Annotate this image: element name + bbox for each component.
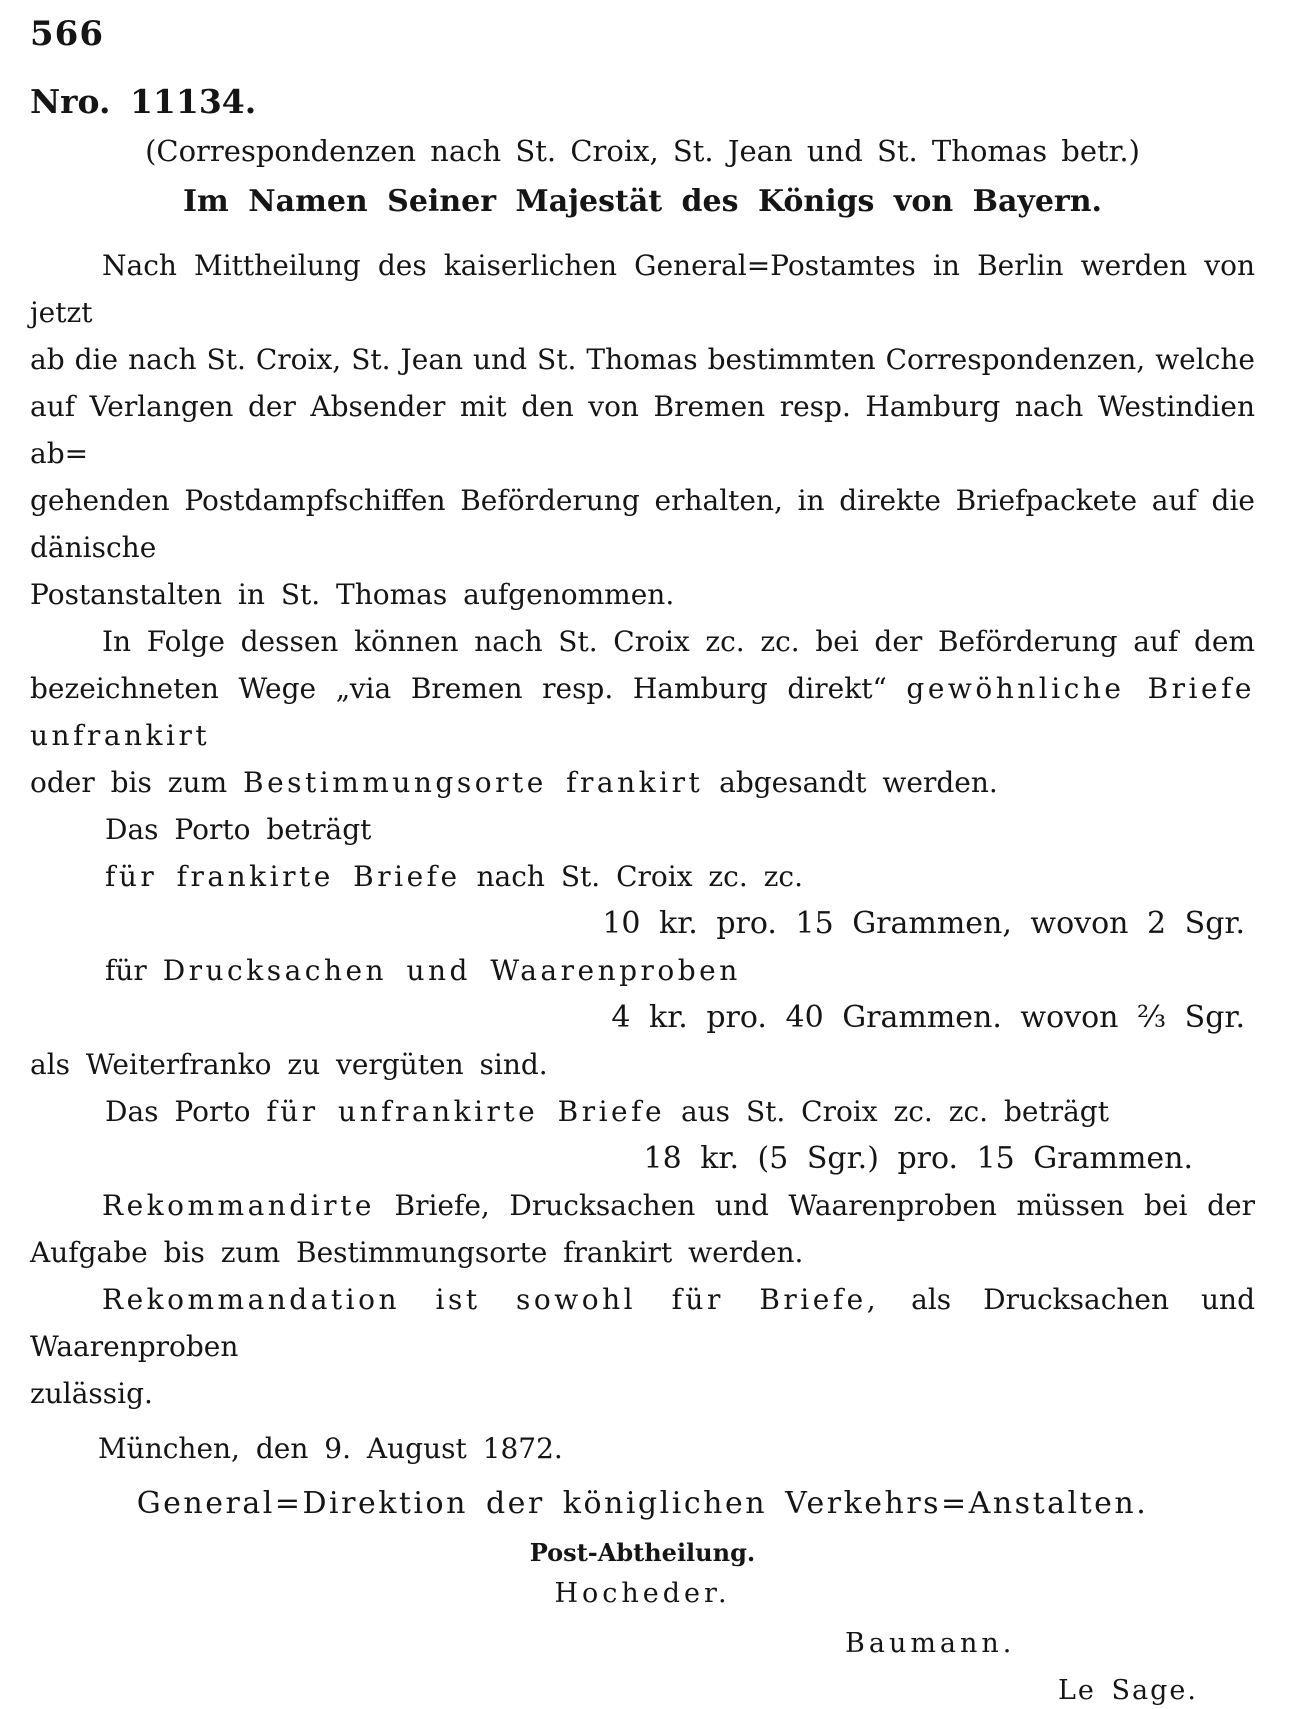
paragraph2-line2-emphasis: gewöhnliche Briefe unfrankirt bbox=[30, 672, 1255, 752]
paragraph3-line2: Aufgabe bis zum Bestimmungsorte frankirt werden. bbox=[30, 1236, 804, 1269]
signature-le-sage: Le Sage. bbox=[1058, 1675, 1198, 1706]
paragraph2-line2 bbox=[30, 665, 1255, 759]
paragraph3-line1-text: Briefe, Drucksachen und Waarenproben müssen bei der bbox=[374, 1189, 1255, 1222]
tariff-unfranked-emphasis: für unfrankirte Briefe bbox=[266, 1095, 666, 1128]
paragraph2-line1: In Folge dessen können nach St. Croix zc. zc. bei der Beförderung auf dem bbox=[102, 625, 1255, 658]
paragraph4-line1-emphasis: Rekommandation ist sowohl für Briefe, bbox=[102, 1283, 880, 1316]
subject-line: (Correspondenzen nach St. Croix, St. Jean und St. Thomas betr.) bbox=[145, 134, 1140, 168]
issuing-authority: General=Direktion der königlichen Verkehrs=Anstalten. bbox=[136, 1486, 1149, 1521]
tariff-item2-value: 4 kr. pro. 40 Grammen. wovon ⅔ Sgr. bbox=[611, 1000, 1245, 1035]
tariff-unfranked-pre: Das Porto bbox=[105, 1095, 267, 1128]
tariff-item1-label bbox=[105, 853, 1255, 900]
paragraph2-line2-text: bezeichneten Wege „via Bremen resp. Hamburg direkt“ bbox=[30, 672, 907, 705]
paragraph2-line3-text2: abgesandt werden. bbox=[703, 766, 998, 799]
tariff-item1-value: 10 kr. pro. 15 Grammen, wovon 2 Sgr. bbox=[602, 906, 1245, 941]
paragraph3-line1 bbox=[30, 1182, 1255, 1229]
tariff-intro: Das Porto beträgt bbox=[105, 813, 372, 846]
paragraph2-line3-text1: oder bis zum bbox=[30, 766, 244, 799]
tariff-note: als Weiterfranko zu vergüten sind. bbox=[30, 1048, 548, 1081]
dateline: München, den 9. August 1872. bbox=[98, 1432, 563, 1465]
paragraph2-line3-emphasis: Bestimmungsorte frankirt bbox=[243, 766, 704, 799]
paragraph4-line1-text: als Drucksachen und Waarenproben bbox=[30, 1283, 1255, 1363]
paragraph1-line3: auf Verlangen der Absender mit den von Bremen resp. Hamburg nach Westindien ab= bbox=[30, 390, 1255, 470]
paragraph1-line1: Nach Mittheilung des kaiserlichen General=Postamtes in Berlin werden von jetzt bbox=[30, 249, 1255, 329]
proclamation-heading: Im Namen Seiner Majestät des Königs von Bayern. bbox=[183, 184, 1102, 219]
paragraph3-line1-emphasis: Rekommandirte bbox=[102, 1189, 375, 1222]
paragraph4-line2: zulässig. bbox=[30, 1377, 153, 1410]
tariff-item1-label-rest: nach St. Croix zc. zc. bbox=[460, 860, 803, 893]
paragraph1-line4: gehenden Postdampfschiffen Beförderung erhalten, in direkte Briefpackete auf die dänische bbox=[30, 484, 1255, 564]
tariff-unfranked-value: 18 kr. (5 Sgr.) pro. 15 Grammen. bbox=[643, 1141, 1193, 1176]
tariff-unfranked-label bbox=[105, 1088, 1255, 1135]
page-number: 566 bbox=[30, 14, 104, 54]
document-body bbox=[30, 14, 1255, 1709]
signature-baumann: Baumann. bbox=[845, 1628, 1016, 1659]
department-name: Post-Abtheilung. bbox=[529, 1538, 756, 1567]
tariff-item2-label-pre: für bbox=[105, 954, 163, 987]
signature-hocheder: Hocheder. bbox=[554, 1578, 731, 1609]
paragraph1-line5: Postanstalten in St. Thomas aufgenommen. bbox=[30, 578, 675, 611]
tariff-unfranked-rest: aus St. Croix zc. zc. beträgt bbox=[665, 1095, 1109, 1128]
paragraph4-line1 bbox=[30, 1276, 1255, 1370]
paragraph1-line2: ab die nach St. Croix, St. Jean und St. Thomas bestimmten Correspondenzen, welche bbox=[30, 343, 1255, 376]
tariff-item1-label-emphasis: für frankirte Briefe bbox=[105, 860, 461, 893]
decree-number: Nro. 11134. bbox=[30, 82, 257, 121]
paragraph2-line3 bbox=[30, 759, 1255, 806]
tariff-item2-label bbox=[105, 947, 1255, 994]
tariff-item2-label-emphasis: Drucksachen und Waarenproben bbox=[162, 954, 741, 987]
